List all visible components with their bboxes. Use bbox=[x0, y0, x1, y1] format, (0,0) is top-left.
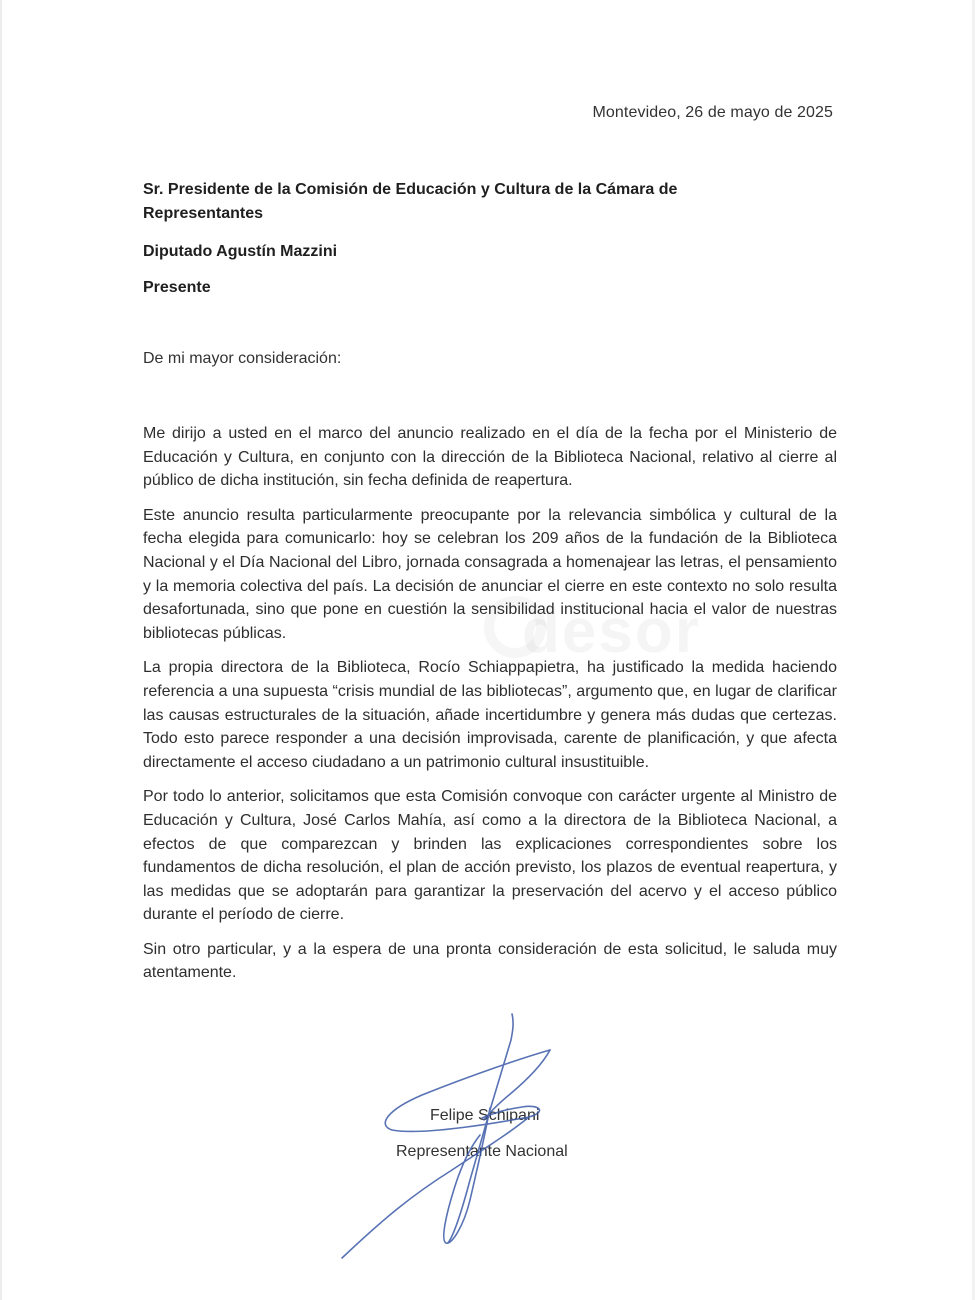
letter-date: Montevideo, 26 de mayo de 2025 bbox=[592, 104, 833, 121]
watermark-text: desor bbox=[522, 597, 701, 666]
signer-title: Representante Nacional bbox=[396, 1143, 568, 1160]
paragraph-2: Este anuncio resulta particularmente preocupante por la relevancia simbólica y cultural de la fecha elegida para comunicarlo: hoy se celebran los 209 años de la fundación de la Biblioteca Nacional y el Día Nacional del Libro, jornada consagrada a homenajear las letras, el pensamiento y la memoria colectiva del país. La decisión de anunciar el cierre en este contexto no solo resulta desafortunada, sino que pone en cuestión la sensibilidad institucional hacia el valor de nuestras bibliotecas públicas. bbox=[143, 506, 837, 642]
letter-body bbox=[143, 422, 837, 996]
salutation: De mi mayor consideración: bbox=[143, 350, 342, 367]
paragraph-1: Me dirijo a usted en el marco del anuncio realizado en el día de la fecha por el Ministerio de Educación y Cultura, en conjunto con la dirección de la Biblioteca Nacional, relativo al cierre al público de dicha institución, sin fecha definida de reapertura. bbox=[143, 425, 837, 490]
recipient-presente: Presente bbox=[143, 279, 211, 296]
paragraph-5: Sin otro particular, y a la espera de una pronta consideración de esta solicitud, le saluda muy atentamente. bbox=[143, 940, 837, 982]
paragraph-4: Por todo lo anterior, solicitamos que esta Comisión convoque con carácter urgente al Ministro de Educación y Cultura, José Carlos Mahía, así como a la directora de la Biblioteca Nacional, a efectos de que comparezcan y brinden las explicaciones correspondientes sobre los fundamentos de dicha resolución, el plan de acción previsto, los plazos de eventual reapertura, y las medidas que se adoptarán para garantizar la preservación del acervo y el acceso público durante el período de cierre. bbox=[143, 788, 837, 924]
signer-name: Felipe Schipani bbox=[430, 1107, 540, 1124]
recipient-name: Diputado Agustín Mazzini bbox=[143, 243, 338, 260]
paragraph-3: La propia directora de la Biblioteca, Rocío Schiappapietra, ha justificado la medida haciendo referencia a una supuesta “crisis mundial de las bibliotecas”, argumento que, en lugar de clarificar las causas estructurales de la situación, añade incertidumbre y genera más dudas que certezas. Todo esto parece responder a una decisión improvisada, carente de planificación, y que afecta directamente el acceso ciudadano a un patrimonio cultural insustituible. bbox=[143, 659, 837, 771]
recipient-title: Sr. Presidente de la Comisión de Educación y Cultura de la Cámara de Representantes bbox=[143, 181, 678, 222]
recipient-block bbox=[143, 178, 743, 300]
